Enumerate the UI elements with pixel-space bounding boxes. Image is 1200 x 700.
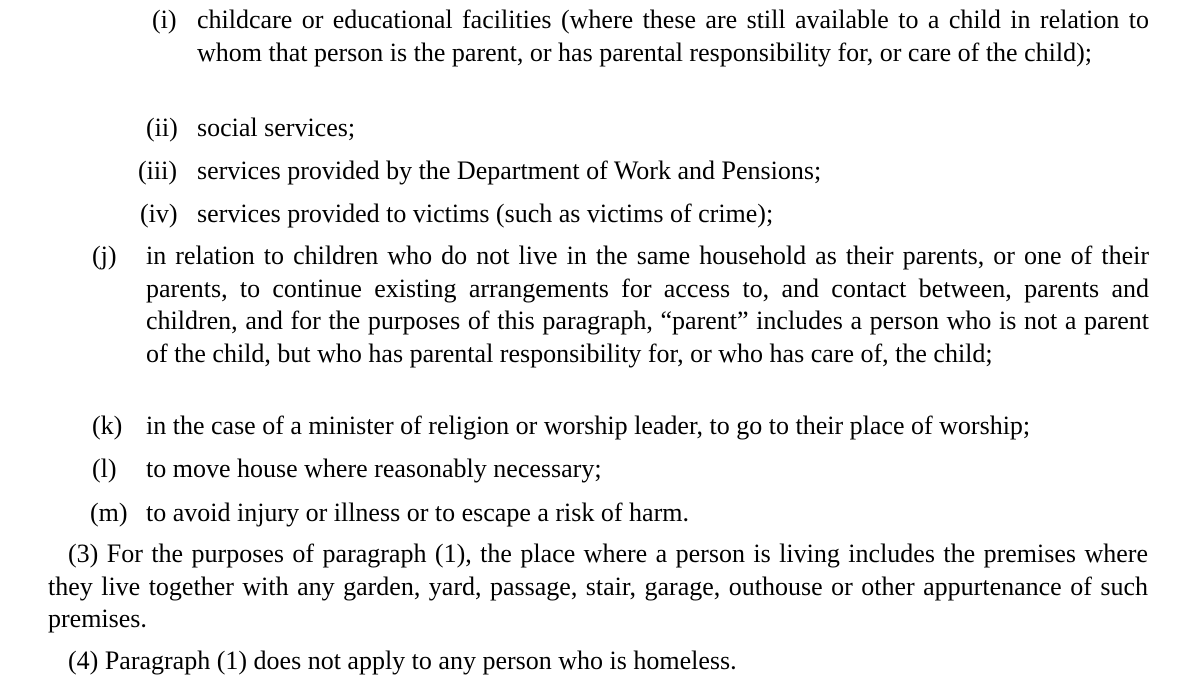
sub-item-text: services provided by the Department of Work and Pensions; <box>197 156 822 185</box>
sub-item-label: (ii) <box>146 113 178 142</box>
sub-item-label: (i) <box>152 5 177 34</box>
sub-item-label: (iii) <box>138 156 177 185</box>
sub-item-text: childcare or educational facilities (where these are still available to a child in relation to whom that person is the parent, or has parental responsibility for, or care of the child); <box>197 5 1149 67</box>
sub-item-label: (iv) <box>140 199 178 228</box>
item-text: to move house where reasonably necessary; <box>146 454 602 483</box>
item-text: in the case of a minister of religion or worship leader, to go to their place of worship; <box>146 411 1031 440</box>
sub-item-text: social services; <box>197 113 356 142</box>
item-label: (k) <box>92 411 123 440</box>
item-text: to avoid injury or illness or to escape a risk of harm. <box>146 498 689 527</box>
paragraph-3: (3) For the purposes of paragraph (1), the place where a person is living includes the premises where they live together with any garden, yard, passage, stair, garage, outhouse or other appurtenance of such premises. <box>48 539 1148 633</box>
sub-item-text: services provided to victims (such as victims of crime); <box>197 199 774 228</box>
paragraph-4: (4) Paragraph (1) does not apply to any person who is homeless. <box>68 646 737 675</box>
item-label: (m) <box>90 498 128 527</box>
item-label: (j) <box>92 241 117 270</box>
item-label: (l) <box>92 454 117 483</box>
item-text: in relation to children who do not live in the same household as their parents, or one of their parents, to continue existing arrangements for access to, and contact between, parents and children, and for the purposes of this paragraph, “parent” includes a person who is not a parent of the child, but who has parental responsibility for, or who has care of, the child; <box>146 241 1149 368</box>
